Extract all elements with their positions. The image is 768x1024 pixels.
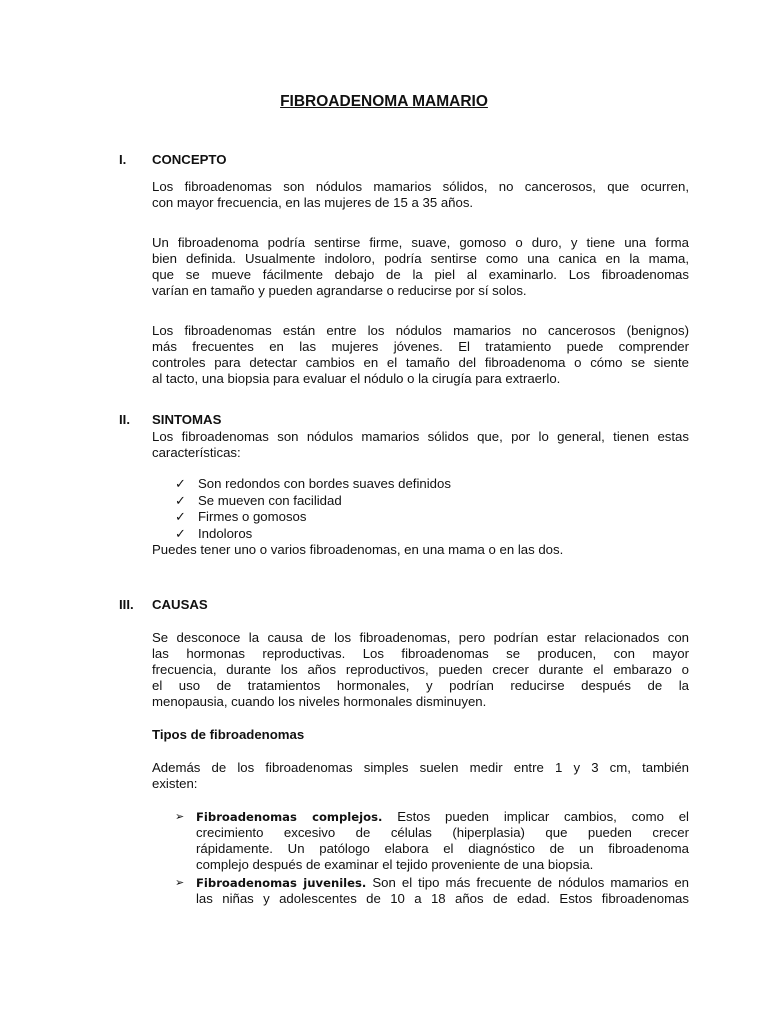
document-title: FIBROADENOMA MAMARIO — [280, 93, 488, 110]
concepto-paragraph-2: Un fibroadenoma podría sentirse firme, suave, gomoso o duro, y tiene una forma bien definida. Usualmente indoloro, podría sentirse como una canica en la mama, que se mueve fácilmente debajo de la piel al examinarlo. Los fibroadenomas varían en tamaño y pueden agrandarse o reducirse por sí solos. — [152, 235, 689, 298]
section-3-heading: CAUSAS — [152, 597, 208, 612]
list-item: ✓ Firmes o gomosos — [175, 509, 307, 524]
type-item-complejos: ➢ Fibroadenomas complejos. Estos pueden implicar cambios, como el crecimiento excesivo de células (hiperplasia) que pueden crecer rápidamente. Un patólogo elabora el diagnóstico de un fibroadenoma complejo después de examinar el tejido proveniente de una biopsia. — [175, 809, 689, 872]
section-1-heading: CONCEPTO — [152, 152, 227, 167]
arrow-bullet-icon: ➢ — [175, 877, 185, 889]
tipos-intro: Además de los fibroadenomas simples suelen medir entre 1 y 3 cm, también existen: — [152, 760, 689, 791]
sintomas-closing: Puedes tener uno o varios fibroadenomas, en una mama o en las dos. — [152, 542, 564, 557]
sintomas-intro: Los fibroadenomas son nódulos mamarios sólidos que, por lo general, tienen estas características: — [152, 429, 689, 460]
section-2-heading: SINTOMAS — [152, 412, 222, 427]
concepto-paragraph-3: Los fibroadenomas están entre los nódulos mamarios no cancerosos (benignos) más frecuentes en las mujeres jóvenes. El tratamiento puede comprender controles para detectar cambios en el tamaño del fibroadenoma o cómo se siente al tacto, una biopsia para evaluar el nódulo o la cirugía para extraerlo. — [152, 323, 689, 386]
list-item: ✓ Indoloros — [175, 525, 253, 541]
section-3-number: III. — [119, 597, 134, 612]
concepto-paragraph-1: Los fibroadenomas son nódulos mamarios sólidos, no cancerosos, que ocurren, con mayor frecuencia, en las mujeres de 15 a 35 años. — [152, 179, 689, 210]
sintomas-checklist — [175, 476, 451, 542]
check-icon: ✓ — [175, 476, 187, 491]
section-2-number: II. — [119, 412, 130, 427]
section-1-number: I. — [119, 152, 127, 167]
check-icon: ✓ — [175, 525, 187, 541]
tipos-subheading: Tipos de fibroadenomas — [152, 727, 305, 742]
check-icon: ✓ — [175, 492, 187, 508]
causas-paragraph: Se desconoce la causa de los fibroadenomas, pero podrían estar relacionados con las hormonas reproductivas. Los fibroadenomas se producen, con mayor frecuencia, durante los años reproductivos, pueden crecer durante el embarazo o el uso de tratamientos hormonales, y podrían reducirse después de la menopausia, cuando los niveles hormonales disminuyen. — [152, 630, 689, 709]
list-item: ✓ Se mueven con facilidad — [175, 492, 342, 508]
check-icon: ✓ — [175, 509, 187, 524]
arrow-bullet-icon: ➢ — [175, 811, 185, 823]
list-item: ✓ Son redondos con bordes suaves definidos — [175, 476, 451, 491]
type-item-juveniles: ➢ Fibroadenomas juveniles. Son el tipo más frecuente de nódulos mamarios en las niñas y adolescentes de 10 a 18 años de edad. Estos fibroadenomas — [175, 875, 689, 906]
